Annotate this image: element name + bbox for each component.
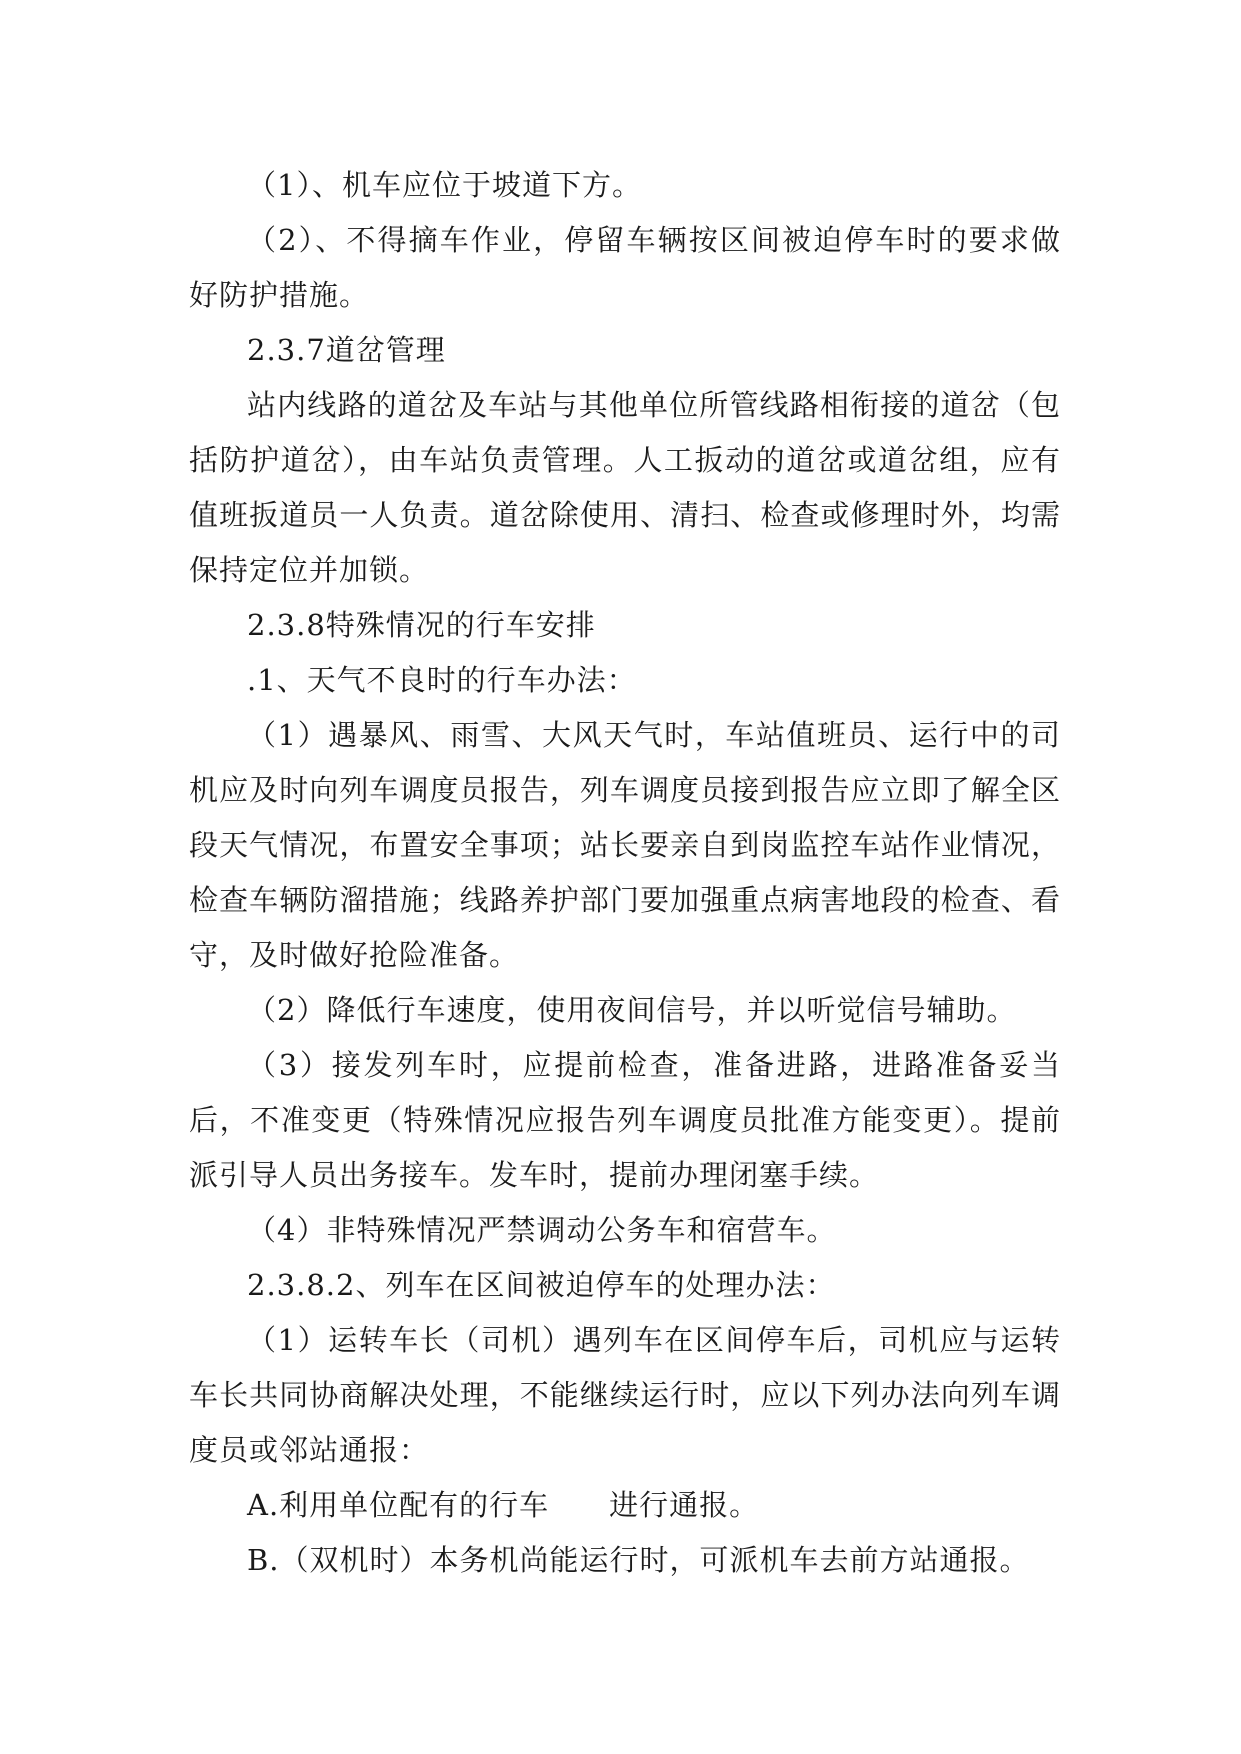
paragraph-receive-dispatch: （3）接发列车时，应提前检查，准备进路，进路准备妥当后，不准变更（特殊情况应报告列车调度员批准方能变更）。提前派引导人员出务接车。发车时，提前办理闭塞手续。	[189, 1048, 1061, 1192]
subheading-forced-stop: 2.3.8.2、列车在区间被迫停车的处理办法：	[247, 1268, 836, 1302]
paragraph-forced-stop-report: （1）运转车长（司机）遇列车在区间停车后，司机应与运转车长共同协商解决处理，不能继续运行时，应以下列办法向列车调度员或邻站通报：	[189, 1323, 1061, 1467]
subheading-bad-weather: .1、天气不良时的行车办法：	[247, 663, 637, 697]
paragraph-option-a: A.利用单位配有的行车 进行通报。	[247, 1488, 760, 1522]
section-heading-special-conditions: 2.3.8特殊情况的行车安排	[247, 608, 596, 642]
paragraph-switch-management: 站内线路的道岔及车站与其他单位所管线路相衔接的道岔（包括防护道岔），由车站负责管理。人工扳动的道岔或道岔组，应有值班扳道员一人负责。道岔除使用、清扫、检查或修理时外，均需保持定位并加锁。	[189, 388, 1061, 587]
paragraph-locomotive-position: （1）、机车应位于坡道下方。	[247, 168, 642, 202]
paragraph-no-business-cars: （4）非特殊情况严禁调动公务车和宿营车。	[247, 1213, 837, 1247]
document-body	[189, 158, 1061, 1588]
paragraph-no-uncoupling: （2）、不得摘车作业，停留车辆按区间被迫停车时的要求做好防护措施。	[189, 223, 1061, 312]
paragraph-option-b: B.（双机时）本务机尚能运行时，可派机车去前方站通报。	[247, 1543, 1030, 1577]
paragraph-storm-reporting: （1）遇暴风、雨雪、大风天气时，车站值班员、运行中的司机应及时向列车调度员报告，列车调度员接到报告应立即了解全区段天气情况，布置安全事项；站长要亲自到岗监控车站作业情况，检查车辆防溜措施；线路养护部门要加强重点病害地段的检查、看守，及时做好抢险准备。	[189, 718, 1061, 972]
section-heading-switch-management: 2.3.7道岔管理	[247, 333, 446, 367]
paragraph-reduce-speed: （2）降低行车速度，使用夜间信号，并以听觉信号辅助。	[247, 993, 1017, 1027]
